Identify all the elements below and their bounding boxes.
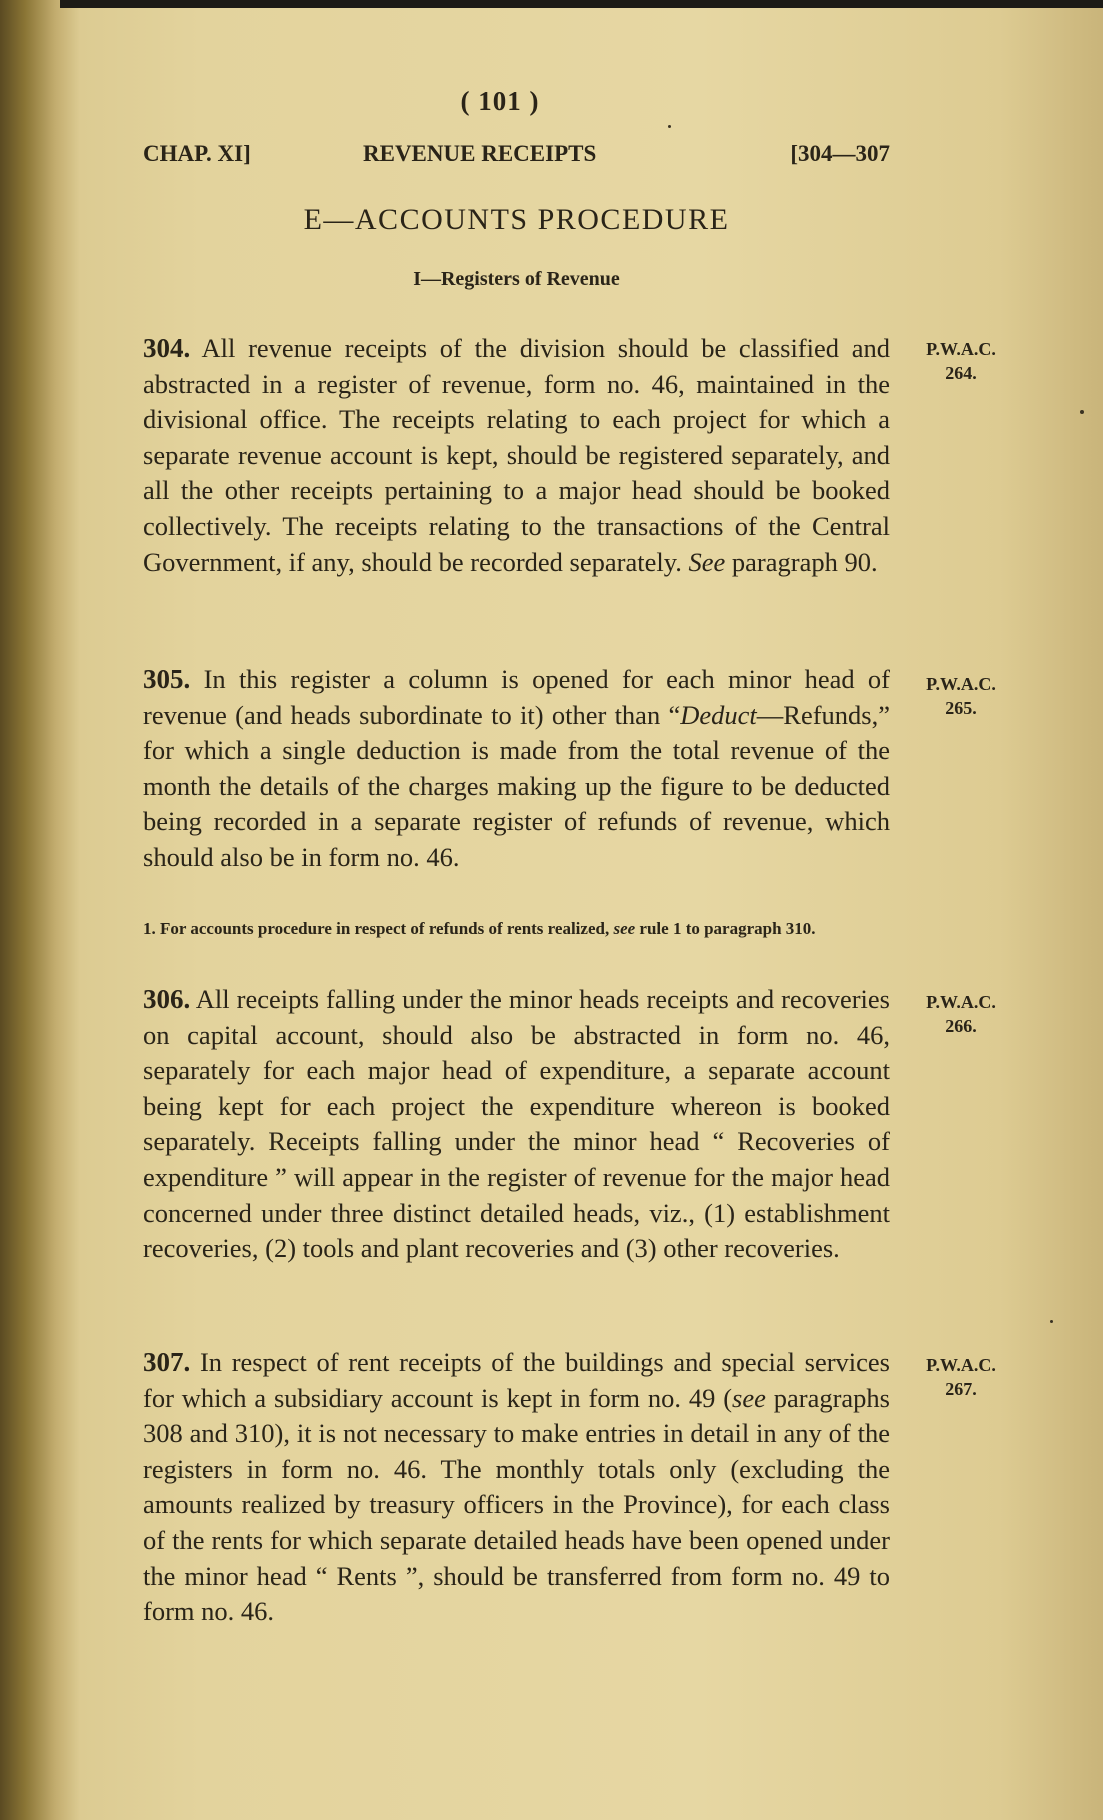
paragraph-text: In this register a column is opened for each minor head of revenue (and heads subordinate to it) other than “ <box>143 664 891 730</box>
paragraph-number: 307. <box>143 1347 191 1377</box>
footnote <box>143 918 890 939</box>
paper-speck <box>1080 410 1084 414</box>
paragraph-italic: See <box>688 546 726 577</box>
margin-ref: P.W.A.C. <box>926 339 996 359</box>
margin-num: 266. <box>945 1016 977 1036</box>
paragraph-number: 304. <box>143 333 191 363</box>
paragraph-text-end: paragraph 90. <box>731 546 878 577</box>
paragraph-306 <box>143 982 890 1267</box>
margin-ref: P.W.A.C. <box>926 674 996 694</box>
paragraph-text: All receipts falling under the minor heads receipts and recoveries on capital account, should also be abstracted in form no. 46, separately for each major head of expenditure, a separate account being kept for each project the expenditure whereon is booked separately. Receipts falling under the minor head “ Recoveries of expenditure ” will appear in the register of revenue for the major head concerned under three distinct detailed heads, viz., (1) establishment recoveries, (2) tools and plant recoveries and (3) other recoveries. <box>143 984 890 1264</box>
margin-note-305 <box>916 672 1006 720</box>
page-number: ( 101 ) <box>460 86 540 116</box>
paragraph-italic: Deduct <box>680 699 757 730</box>
paper-speck <box>1050 1320 1053 1323</box>
margin-num: 264. <box>945 363 977 383</box>
margin-ref: P.W.A.C. <box>926 1355 996 1375</box>
footnote-italic: see <box>613 919 636 938</box>
paragraph-text-end: paragraphs 308 and 310), it is not necessary to make entries in detail in any of the registers in form no. 46. The monthly totals only (excluding the amounts realized by treasury officers in the Province), for each class of the rents for which separate detailed heads have been opened under the minor head “ Rents ”, should be transferred from form no. 49 to form no. 46. <box>143 1382 890 1627</box>
running-title: REVENUE RECEIPTS <box>363 141 597 166</box>
section-heading: E—ACCOUNTS PROCEDURE <box>303 203 730 236</box>
paragraph-305 <box>143 662 890 876</box>
margin-note-306 <box>916 990 1006 1038</box>
margin-num: 265. <box>945 698 977 718</box>
footnote-text-end: rule 1 to paragraph 310. <box>639 919 816 938</box>
margin-note-304 <box>916 337 1006 385</box>
margin-ref: P.W.A.C. <box>926 992 996 1012</box>
paragraph-text-end: —Refunds,” for which a single deduction is made from the total revenue of the month the details of the charges making up the figure to be deducted being recorded in a separate register of refunds of revenue, which should also be in form no. 46. <box>143 699 890 872</box>
margin-num: 267. <box>945 1379 977 1399</box>
paragraph-304 <box>143 331 890 580</box>
paragraph-range: [304—307 <box>790 141 890 166</box>
paragraph-number: 306. <box>143 984 191 1014</box>
paragraph-307 <box>143 1345 890 1630</box>
footnote-text: 1. For accounts procedure in respect of refunds of rents realized, <box>143 919 610 938</box>
paragraph-number: 305. <box>143 664 191 694</box>
paper-speck <box>668 125 671 128</box>
paragraph-italic: see <box>732 1382 766 1413</box>
margin-note-307 <box>916 1353 1006 1401</box>
paragraph-text: All revenue receipts of the division should be classified and abstracted in a register of revenue, form no. 46, maintained in the divisional office. The receipts relating to each project for which a separate revenue account is kept, should be registered separately, and all the other receipts pertaining to a major head should be booked collectively. The receipts relating to the transactions of the Central Government, if any, should be recorded separately. <box>143 333 890 577</box>
sub-heading: I—Registers of Revenue <box>413 268 620 290</box>
chapter-label: CHAP. XI] <box>143 141 251 166</box>
paragraph-text: In respect of rent receipts of the buildings and special services for which a subsidiary account is kept in form no. 49 ( <box>143 1347 890 1413</box>
